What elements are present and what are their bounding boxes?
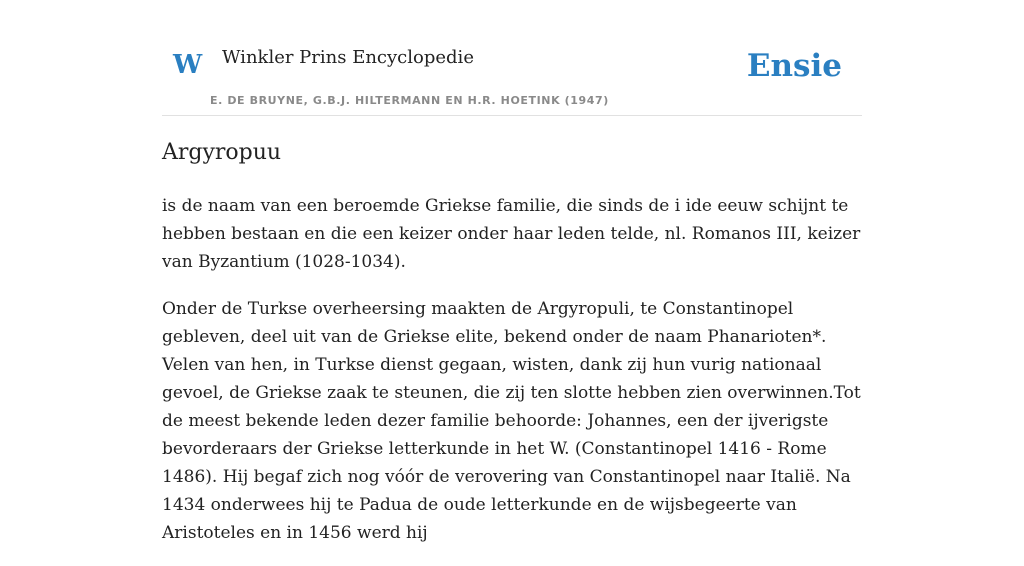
- entry-title: Argyropuu: [162, 140, 282, 165]
- entry-paragraph: is de naam van een beroemde Griekse familie, die sinds de i ide eeuw schijnt te hebben bestaan en die een keizer onder haar leden telde, nl. Romanos III, keizer van Byzantium (1028-1034).: [162, 196, 861, 272]
- book-title[interactable]: Winkler Prins Encyclopedie: [222, 47, 474, 68]
- entry-paragraph: Onder de Turkse overheersing maakten de Argyropuli, te Constantinopel gebleven, deel uit van de Griekse elite, bekend onder de naam Phanarioten*. Velen van hen, in Turkse dienst gegaan, wisten, dank zij hun vurig nationaal gevoel, de Griekse zaak te steunen, die zij ten slotte hebben zien overwinnen.Tot de meest bekende leden dezer familie behoorde: Johannes, een der ijverigste bevorderaars der Griekse letterkunde in het W. (Constantinopel 1416 - Rome 1486). Hij begaf zich nog vóór de verovering van Constantinopel naar Italië. Na 1434 onderwees hij te Padua de oude letterkunde en de wijsbegeerte van Aristoteles en in 1456 werd hij: [162, 299, 861, 543]
- entry-body: [162, 192, 862, 566]
- encyclopedia-logo[interactable]: W: [173, 50, 203, 80]
- book-authors: E. DE BRUYNE, G.B.J. HILTERMANN EN H.R. HOETINK (1947): [210, 94, 609, 107]
- header: [162, 0, 862, 116]
- ensie-logo[interactable]: Ensie: [746, 48, 842, 84]
